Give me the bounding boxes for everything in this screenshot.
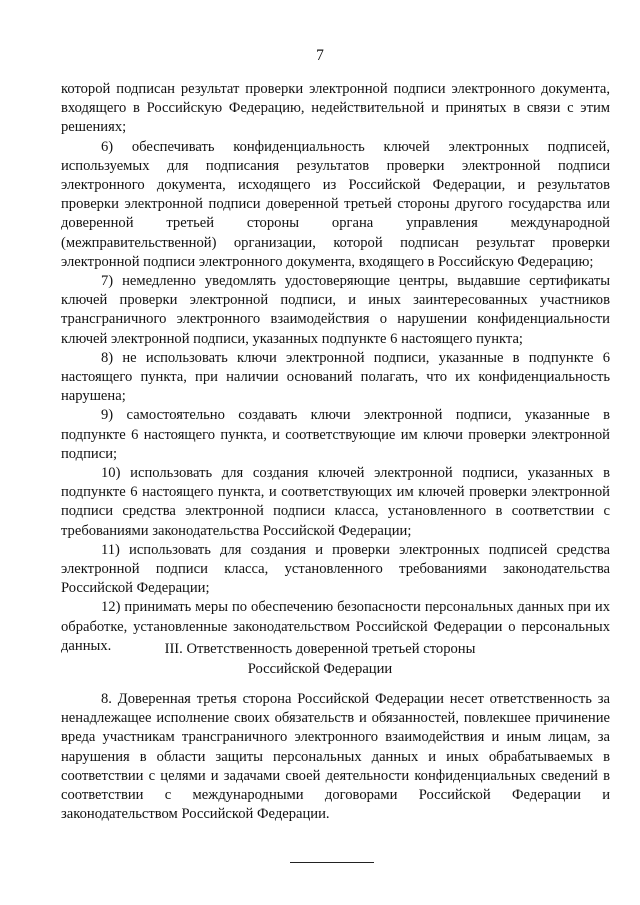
paragraph-item-11: 11) использовать для создания и проверки электронных подписей средства электронной подписи класса, установленного требованиями законодательства Российской Федерации; bbox=[61, 541, 610, 597]
paragraph-item-6: 6) обеспечивать конфиденциальность ключей электронных подписей, используемых для подписания результатов проверки электронной подписи электронного документа, исходящего из Российской Федерации, и результатов проверки электронной подписи доверенной третьей стороны другого государства или доверенной третьей стороны органа управления международной (межправительственной) организации, которой подписан результат проверки электронной подписи электронного документа, входящего в Российскую Федерацию; bbox=[61, 138, 610, 270]
page-number: 7 bbox=[316, 47, 324, 64]
footer-divider bbox=[290, 862, 374, 863]
paragraph-item-7: 7) немедленно уведомлять удостоверяющие центры, выдавшие сертификаты ключей проверки электронной подписи, и иных заинтересованных участников трансграничного электронного взаимодействия о нарушении конфиденциальности ключей электронной подписи, указанных подпункте 6 настоящего пункта; bbox=[61, 273, 610, 347]
paragraph-item-8: 8) не использовать ключи электронной подписи, указанные в подпункте 6 настоящего пункта, при наличии оснований полагать, что их конфиденциальность нарушена; bbox=[61, 349, 610, 405]
paragraph-item-9: 9) самостоятельно создавать ключи электронной подписи, указанные в подпункте 6 настоящего пункта, и соответствующие им ключи проверки электронной подписи; bbox=[61, 407, 610, 462]
section-heading-line-1: III. Ответственность доверенной третьей стороны bbox=[164, 641, 476, 657]
paragraph-section-8: 8. Доверенная третья сторона Российской Федерации несет ответственность за ненадлежащее исполнение своих обязательств и обязанностей, повлекшее причинение вреда участникам трансграничного электронного взаимодействия и иным лицам, за нарушения в области защиты персональных данных и иных обрабатываемых в соответствии с целями и задачами своей деятельности конфиденциальных сведений в соответствии с международными договорами Российской Федерации и законодательством Российской Федерации. bbox=[61, 691, 610, 823]
body-text bbox=[61, 80, 610, 656]
paragraph-item-10: 10) использовать для создания ключей электронной подписи, указанных в подпункте 6 настоящего пункта, и соответствующих им ключей проверки электронной подписи средства электронной подписи класса, установленного в соответствии с требованиями законодательства Российской Федерации; bbox=[61, 465, 610, 539]
section-body bbox=[61, 690, 610, 824]
section-heading bbox=[0, 640, 640, 679]
section-heading-line-2: Российской Федерации bbox=[247, 660, 393, 677]
paragraph-continuation: которой подписан результат проверки электронной подписи электронного документа, входящего в Российскую Федерацию, недействительной и принятых в связи с этим решениях; bbox=[61, 81, 610, 136]
paragraph-item-12: 12) принимать меры по обеспечению безопасности персональных данных при их обработке, установленные законодательством Российской Федерации о персональных данных. bbox=[61, 599, 610, 654]
